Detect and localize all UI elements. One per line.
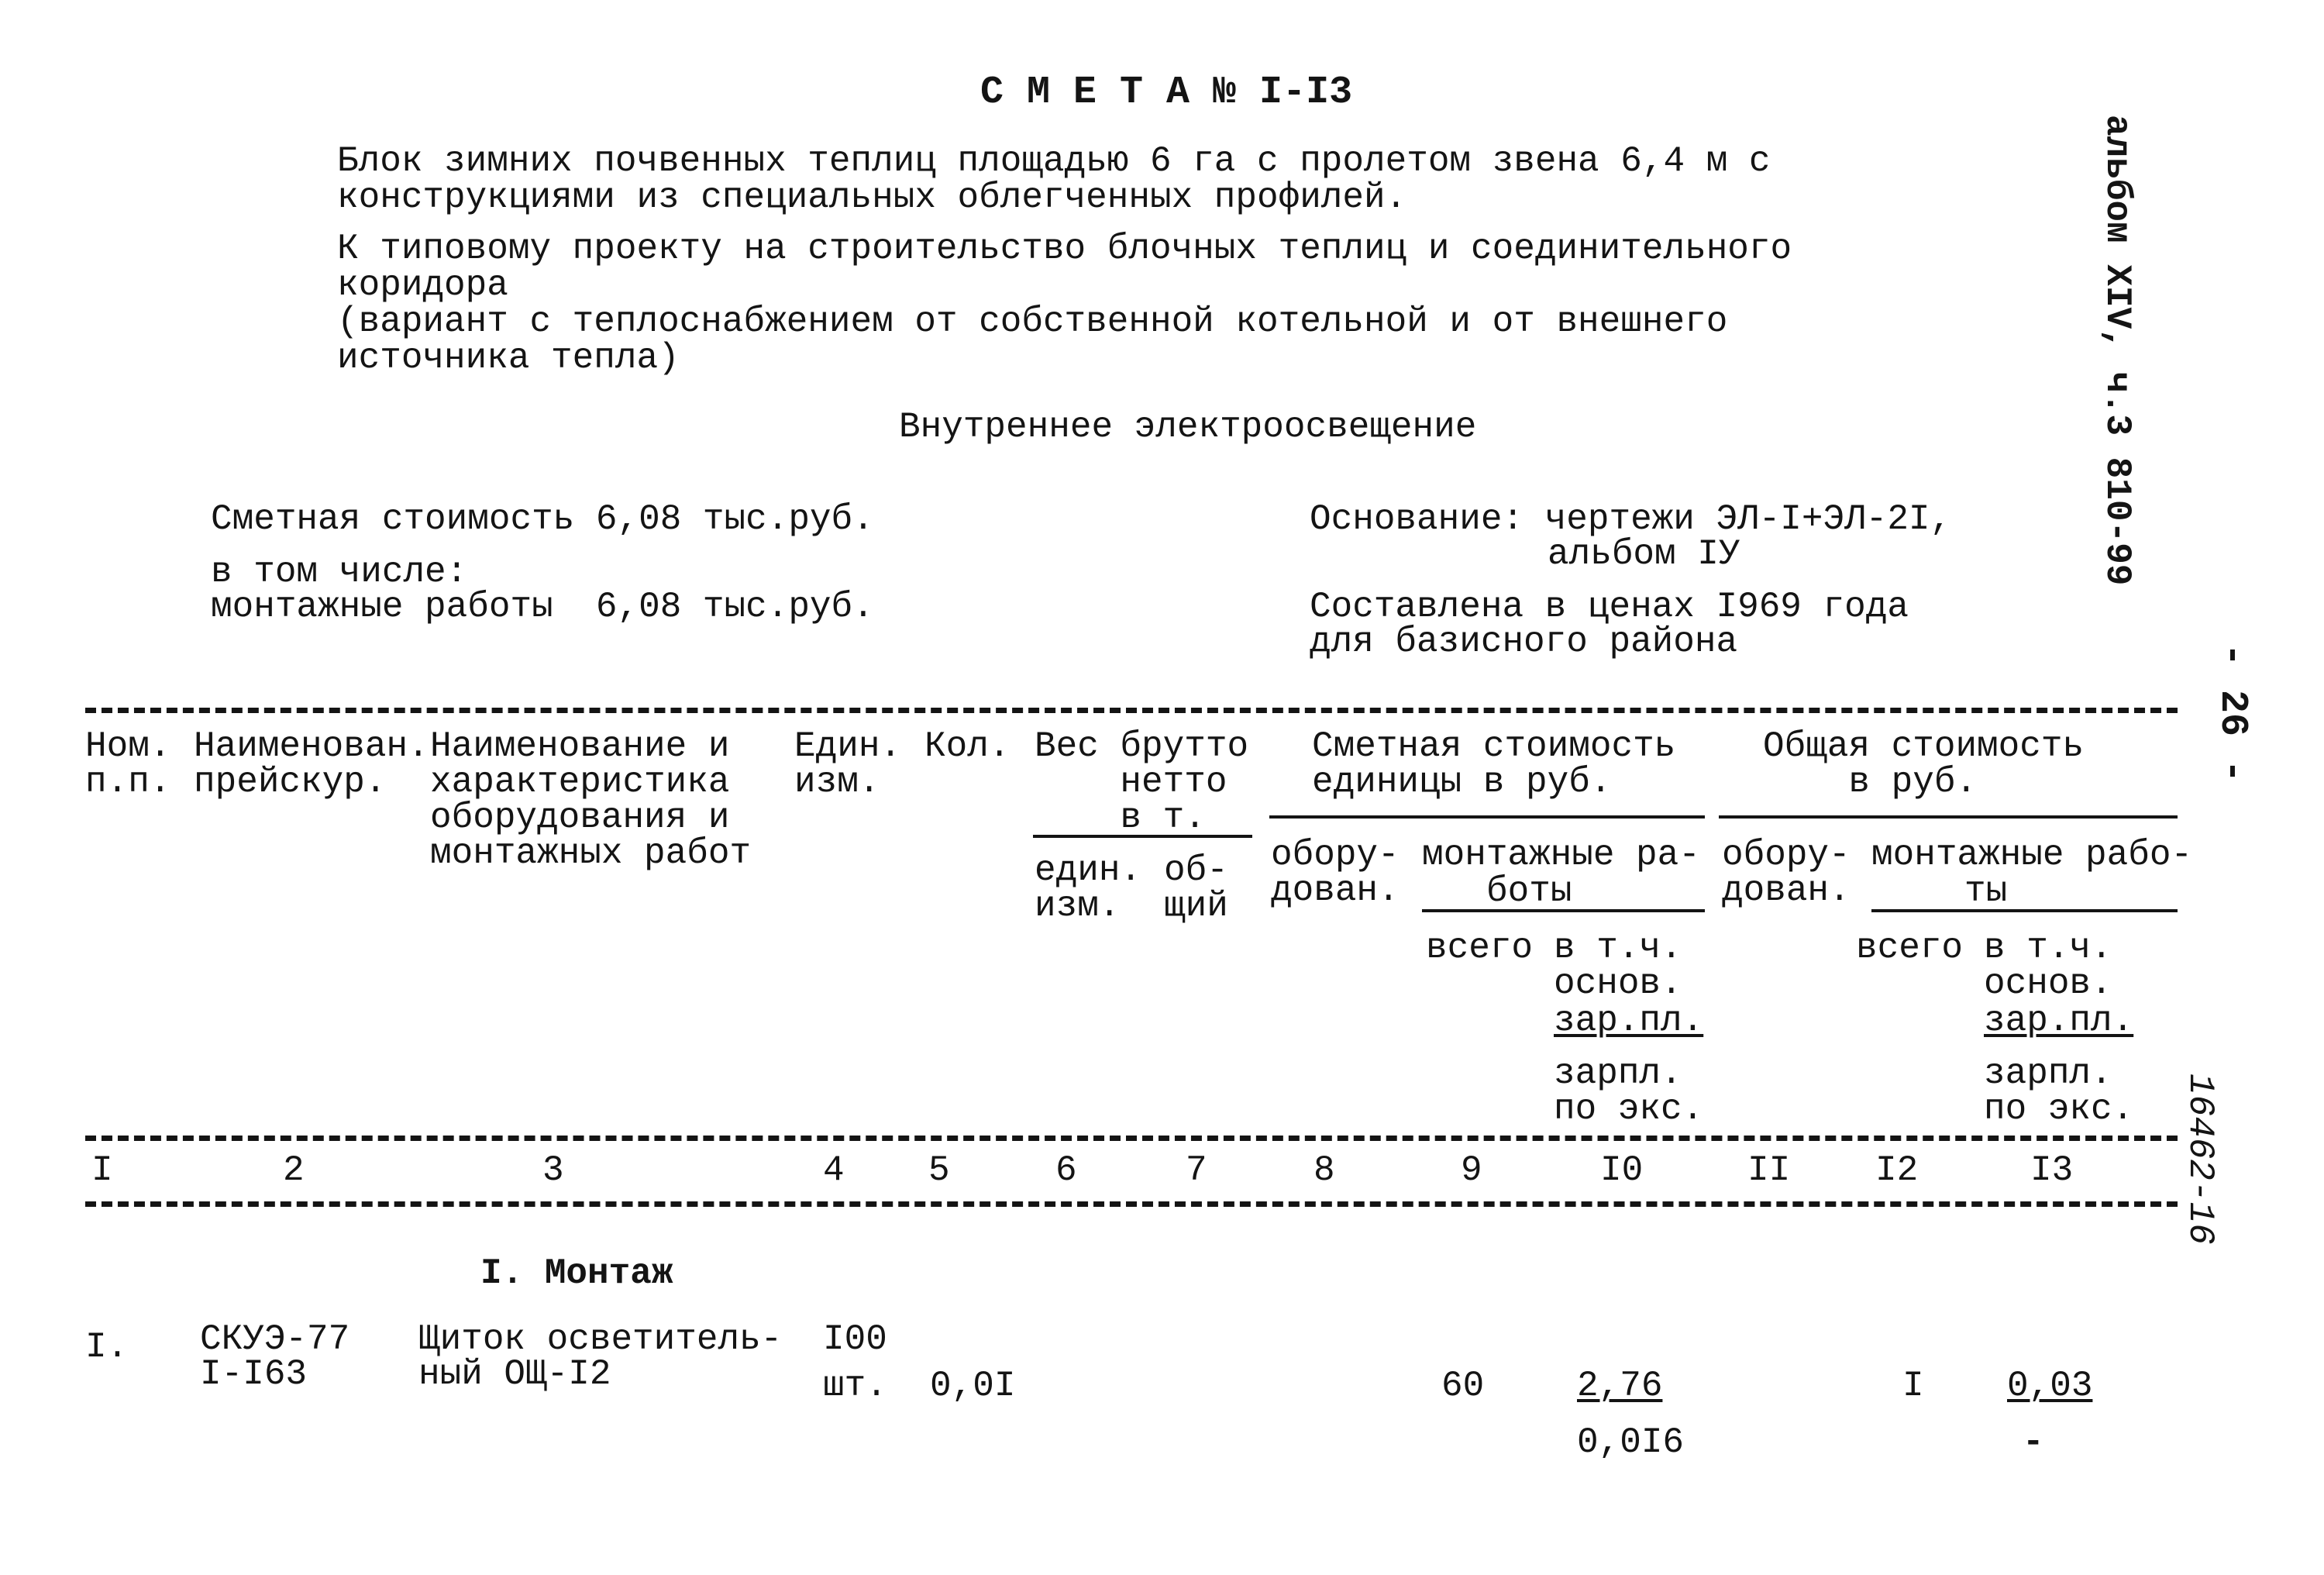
column-number-bottom-dashed-line bbox=[85, 1201, 2178, 1207]
header-unit-mount: монтажные ра- bbox=[1422, 835, 1700, 875]
header-unit-wage: зар.пл. bbox=[1554, 1001, 1704, 1041]
header-unit-incl: в т.ч. основ. bbox=[1554, 928, 1682, 1004]
album-reference: альбом XIV, ч.3 810-99 bbox=[2097, 115, 2137, 586]
header-total-mount-cont: ты bbox=[1964, 871, 2008, 912]
row-unit-mount-exp: 0,0I6 bbox=[1577, 1422, 1685, 1463]
basis-line: альбом IУ bbox=[1548, 534, 1740, 574]
column-number: 9 bbox=[1461, 1150, 1482, 1191]
header-total-mount: монтажные рабо- bbox=[1871, 835, 2193, 875]
header-total-wage: зар.пл. bbox=[1984, 1001, 2134, 1041]
header-total-equipment: обору- дован. bbox=[1722, 835, 1851, 911]
column-number: 3 bbox=[542, 1150, 564, 1191]
document-title: С М Е Т А № I-I3 bbox=[980, 71, 1353, 115]
header-unit-equipment: обору- дован. bbox=[1271, 835, 1400, 911]
description-line: К типовому проекту на строительство блочных теплиц и соединительного bbox=[337, 229, 1792, 269]
column-number: 7 bbox=[1186, 1150, 1207, 1191]
header-unit-cost: Сметная стоимость единицы в руб. bbox=[1312, 726, 1676, 802]
row-unit-mount-wage: 2,76 bbox=[1577, 1366, 1663, 1406]
total-mount-rule bbox=[1871, 909, 2178, 912]
mounting-cost: монтажные работы 6,08 тыс.руб. bbox=[211, 587, 874, 627]
total-cost-rule bbox=[1719, 815, 2178, 819]
weight-rule bbox=[1033, 835, 1252, 838]
header-total-all: всего bbox=[1856, 928, 1964, 968]
column-number: 4 bbox=[823, 1150, 845, 1191]
column-number: II bbox=[1747, 1150, 1791, 1191]
table-top-dashed-line bbox=[85, 708, 2178, 713]
description-line: источника тепла) bbox=[337, 338, 680, 378]
basis-line: для базисного района bbox=[1310, 622, 1738, 662]
row-total-mount-exp: - bbox=[2023, 1422, 2044, 1463]
description-line: коридора bbox=[337, 265, 508, 305]
row-quantity: 0,0I bbox=[930, 1366, 1016, 1406]
column-number: I0 bbox=[1600, 1150, 1644, 1191]
description-line: (вариант с теплоснабжением от собственной котельной и от внешнего bbox=[337, 302, 1728, 342]
column-number: 8 bbox=[1313, 1150, 1335, 1191]
basis-line: Основание: чертежи ЭЛ-I+ЭЛ-2I, bbox=[1310, 499, 1952, 539]
section-mounting: I. Монтаж bbox=[480, 1253, 673, 1294]
including-label: в том числе: bbox=[211, 552, 468, 592]
row-price-code: СКУЭ-77 bbox=[200, 1319, 350, 1360]
column-number: 6 bbox=[1055, 1150, 1077, 1191]
header-weight-unit: един. изм. bbox=[1035, 850, 1142, 926]
column-number: I bbox=[91, 1150, 113, 1191]
description-line: конструкциями из специальных облегченных профилей. bbox=[337, 177, 1407, 218]
description-line: Блок зимних почвенных теплиц площадью 6 га с пролетом звена 6,4 м с bbox=[337, 141, 1771, 181]
row-item-name: ный ОЩ-I2 bbox=[418, 1354, 611, 1394]
header-unit-mount-cont: боты bbox=[1486, 871, 1572, 912]
page-number: - 26 - bbox=[2210, 643, 2254, 784]
column-number: I3 bbox=[2030, 1150, 2074, 1191]
unit-cost-rule bbox=[1269, 815, 1705, 819]
header-name: Наименование и характеристика оборудования и монтажных работ bbox=[430, 726, 752, 874]
row-unit: I00 bbox=[823, 1319, 887, 1360]
row-price-code: I-I63 bbox=[200, 1354, 308, 1394]
section-title: Внутреннее электроосвещение bbox=[899, 407, 1477, 447]
header-unit-exp: зарпл. по экс. bbox=[1554, 1053, 1704, 1129]
header-number: Ном. п.п. bbox=[85, 726, 171, 802]
header-bottom-dashed-line bbox=[85, 1136, 2178, 1141]
header-unit-all: всего bbox=[1426, 928, 1534, 968]
header-quantity: Кол. bbox=[924, 726, 1011, 767]
header-weight: Вес брутто нетто в т. bbox=[1035, 726, 1249, 838]
row-total-mount-wage: 0,03 bbox=[2007, 1366, 2093, 1406]
header-unit: Един. изм. bbox=[794, 726, 902, 802]
header-total-incl: в т.ч. основ. bbox=[1984, 928, 2112, 1004]
row-unit-mount-all: 60 bbox=[1441, 1366, 1485, 1406]
row-item-name: Щиток осветитель- bbox=[418, 1319, 783, 1360]
header-total-exp: зарпл. по экс. bbox=[1984, 1053, 2134, 1129]
archive-code: 16462-16 bbox=[2180, 1074, 2220, 1245]
column-number: I2 bbox=[1875, 1150, 1919, 1191]
basis-line: Составлена в ценах I969 года bbox=[1310, 587, 1909, 627]
row-total-mount-all: I bbox=[1902, 1366, 1924, 1406]
header-total-cost: Общая стоимость в руб. bbox=[1763, 726, 2085, 802]
estimated-cost: Сметная стоимость 6,08 тыс.руб. bbox=[211, 499, 874, 539]
row-unit: шт. bbox=[823, 1366, 887, 1406]
row-number: I. bbox=[85, 1327, 129, 1367]
header-price-list: Наименован. прейскур. bbox=[194, 726, 429, 802]
header-weight-total: об- щий bbox=[1164, 850, 1228, 926]
column-number: 5 bbox=[928, 1150, 950, 1191]
unit-mount-rule bbox=[1422, 909, 1705, 912]
column-number: 2 bbox=[283, 1150, 305, 1191]
